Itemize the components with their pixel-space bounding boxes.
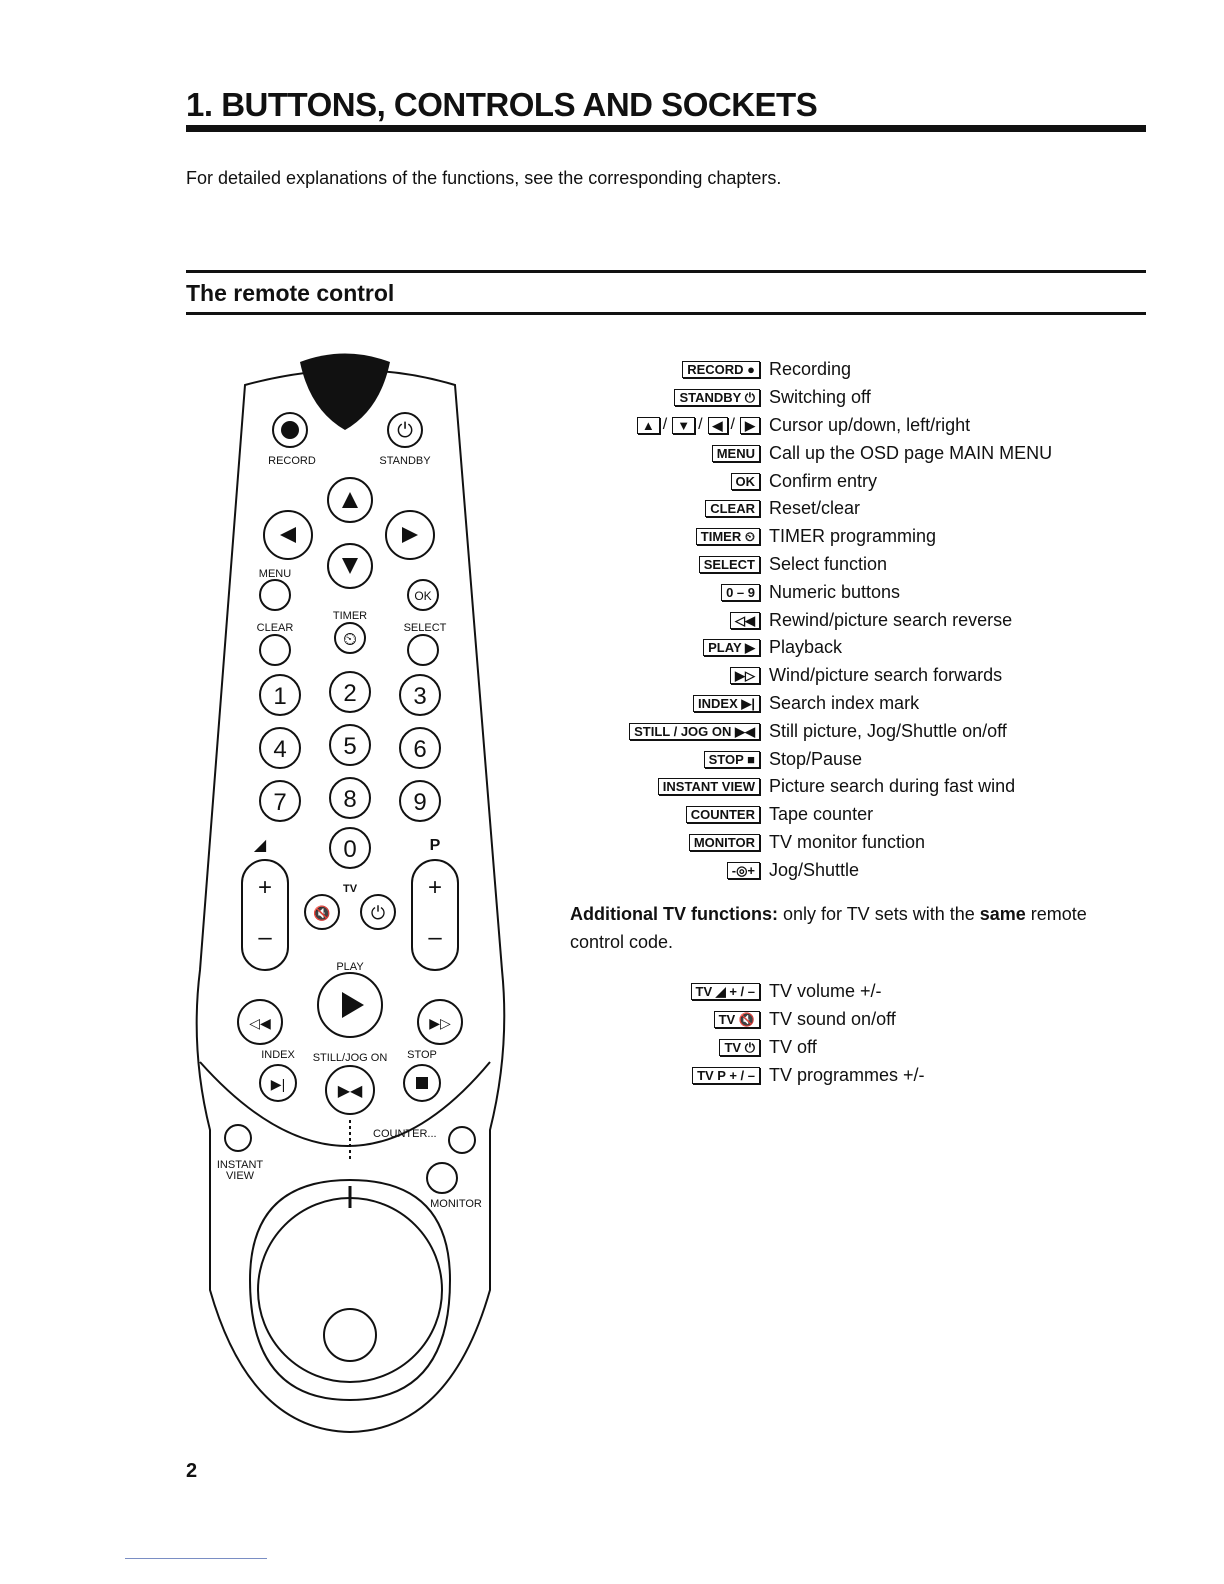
index-icon: ▶| <box>270 1076 286 1092</box>
minus-icon: – <box>258 924 272 951</box>
key-symbol: SELECT <box>699 556 760 573</box>
button-row <box>560 523 1160 551</box>
digit-label: 0 <box>343 836 357 863</box>
button-row <box>560 356 1160 384</box>
digit-label: 4 <box>273 736 287 763</box>
key-symbol: TV ◢ + / – <box>691 983 761 1000</box>
digit-label: 2 <box>343 680 357 707</box>
key-group <box>560 723 760 740</box>
intro-text: For detailed explanations of the functions, see the corresponding chapters. <box>186 168 782 188</box>
button-row <box>560 978 1160 1006</box>
page-title: 1. BUTTONS, CONTROLS AND SOCKETS <box>186 86 818 123</box>
section-rule-top <box>186 270 1146 273</box>
jog-dial-outer <box>250 1180 450 1400</box>
key-description: Playback <box>769 637 843 658</box>
digit-label: 5 <box>343 733 357 760</box>
select-label: SELECT <box>403 622 447 634</box>
key-separator: / <box>662 416 668 434</box>
key-symbol: ▶▷ <box>730 667 760 684</box>
jog-dial-ring <box>258 1198 442 1382</box>
button-row <box>560 717 1160 745</box>
key-description: Reset/clear <box>769 498 861 519</box>
plus-icon: + <box>427 874 443 901</box>
clear-button <box>260 635 290 665</box>
button-row <box>560 412 1160 440</box>
play-icon <box>342 992 364 1018</box>
key-group <box>560 1011 760 1028</box>
menu-label: MENU <box>258 568 292 580</box>
instant-label: INSTANT <box>216 1159 264 1171</box>
key-description: Numeric buttons <box>769 581 901 602</box>
menu-button <box>260 580 290 610</box>
ok-label: OK <box>414 589 432 603</box>
right-arrow-icon <box>402 527 418 543</box>
button-row <box>560 690 1160 718</box>
button-row <box>560 578 1160 606</box>
key-symbol: TIMER ⏲ <box>696 528 760 545</box>
key-symbol: OK <box>731 473 761 490</box>
key-symbol: COUNTER <box>686 806 760 823</box>
key-group <box>560 834 760 851</box>
still-jog-label: STILL/JOG ON <box>312 1052 388 1064</box>
tv-standby-icon: ⏻ <box>370 903 386 923</box>
key-description: Search index mark <box>769 692 920 713</box>
section-rule-bottom <box>186 312 1146 315</box>
key-description: TV programmes +/- <box>769 1064 925 1085</box>
select-button <box>408 635 438 665</box>
button-row <box>560 384 1160 412</box>
key-description: Confirm entry <box>769 470 878 491</box>
clear-label: CLEAR <box>256 622 294 634</box>
key-symbol: TV P + / – <box>692 1067 760 1084</box>
key-description: Recording <box>769 359 852 380</box>
additional-lead: Additional TV functions: <box>570 904 778 924</box>
monitor-button <box>427 1163 457 1193</box>
additional-tv-note <box>570 900 1130 956</box>
key-symbol: ◀ <box>708 417 728 434</box>
stop-label: STOP <box>407 1049 437 1061</box>
key-symbol: ▼ <box>672 417 695 434</box>
key-group <box>560 389 760 406</box>
digit-label: 7 <box>273 789 287 816</box>
volume-icon: ◢ <box>253 837 267 854</box>
key-symbol: ▶ <box>740 417 760 434</box>
additional-text1: only for TV sets with the <box>777 904 980 924</box>
key-group <box>560 361 760 378</box>
key-description: Picture search during fast wind <box>769 776 1016 797</box>
remote-control-illustration <box>190 350 520 1440</box>
key-symbol: MONITOR <box>689 834 760 851</box>
key-group <box>560 445 760 462</box>
rewind-icon: ◁◀ <box>249 1015 271 1031</box>
key-group <box>560 806 760 823</box>
additional-emph: same <box>979 904 1026 924</box>
button-row <box>560 495 1160 523</box>
page-number: 2 <box>186 1460 198 1482</box>
button-row <box>560 856 1160 884</box>
key-symbol: CLEAR <box>705 500 760 517</box>
key-symbol: RECORD ● <box>682 361 760 378</box>
index-label: INDEX <box>261 1049 295 1061</box>
digit-label: 9 <box>413 789 427 816</box>
stop-icon <box>416 1077 428 1089</box>
key-group <box>560 778 760 795</box>
digit-label: 3 <box>413 683 427 710</box>
key-group <box>560 639 760 656</box>
key-symbol: MENU <box>712 445 760 462</box>
standby-icon: ⏻ <box>397 420 413 442</box>
record-icon <box>281 421 299 439</box>
key-description: Switching off <box>769 387 871 408</box>
view-label: VIEW <box>225 1170 255 1182</box>
monitor-label: MONITOR <box>430 1198 482 1210</box>
key-description: Select function <box>769 553 888 574</box>
key-symbol: 0 – 9 <box>721 584 760 601</box>
key-separator: / <box>698 416 703 434</box>
key-description: Call up the OSD page MAIN MENU <box>769 442 1053 463</box>
instant-view-button <box>225 1125 251 1151</box>
key-group <box>560 1067 760 1084</box>
button-row <box>560 745 1160 773</box>
key-description: TV monitor function <box>769 831 926 852</box>
key-separator: / <box>730 416 735 434</box>
key-description: TIMER programming <box>769 526 937 547</box>
key-description: Wind/picture search forwards <box>769 665 1003 686</box>
key-symbol: STOP ■ <box>704 751 760 768</box>
plus-icon: + <box>257 874 273 901</box>
digit-label: 8 <box>343 786 357 813</box>
button-row <box>560 634 1160 662</box>
key-symbol: PLAY ▶ <box>703 639 760 656</box>
button-row <box>560 829 1160 857</box>
key-description: Jog/Shuttle <box>769 859 860 880</box>
button-row <box>560 606 1160 634</box>
additional-text2: remote control code. <box>570 904 1087 952</box>
key-group <box>560 612 760 629</box>
key-description: Tape counter <box>769 804 874 825</box>
key-symbol: STANDBY ⏻ <box>674 389 760 406</box>
button-row <box>560 551 1160 579</box>
jog-dial-center <box>324 1309 376 1361</box>
tv-label: TV <box>342 883 358 895</box>
key-group <box>560 751 760 768</box>
counter-label: COUNTER... <box>373 1128 437 1140</box>
key-description: TV volume +/- <box>769 981 882 1002</box>
key-group <box>560 528 760 545</box>
left-arrow-icon <box>280 527 296 543</box>
play-label: PLAY <box>336 961 364 973</box>
button-row <box>560 1034 1160 1062</box>
key-description: TV sound on/off <box>769 1009 896 1030</box>
button-row <box>560 773 1160 801</box>
key-group <box>560 667 760 684</box>
key-group <box>560 416 760 434</box>
button-row <box>560 1061 1160 1089</box>
key-group <box>560 556 760 573</box>
key-symbol: -◎+ <box>727 862 760 879</box>
key-group <box>560 1039 760 1056</box>
timer-icon: ⏲ <box>342 629 358 649</box>
record-label: RECORD <box>268 455 316 467</box>
button-row <box>560 439 1160 467</box>
key-group <box>560 473 760 490</box>
key-symbol: TV 🔇 <box>714 1011 760 1028</box>
mute-icon: 🔇 <box>313 905 331 921</box>
button-row <box>560 1006 1160 1034</box>
key-group <box>560 862 760 879</box>
numeric-keypad <box>260 672 440 868</box>
minus-icon: – <box>428 924 442 951</box>
ir-window <box>300 354 390 431</box>
key-symbol: INSTANT VIEW <box>658 778 760 795</box>
key-symbol: ◁◀ <box>730 612 760 629</box>
key-group <box>560 695 760 712</box>
section-title: The remote control <box>186 280 395 306</box>
timer-label: TIMER <box>332 610 368 622</box>
key-symbol: INDEX ▶| <box>693 695 760 712</box>
title-rule <box>186 125 1146 132</box>
digit-label: 1 <box>273 683 287 710</box>
button-function-list <box>560 356 1160 884</box>
key-group <box>560 584 760 601</box>
tv-function-list <box>560 978 1160 1089</box>
key-symbol: STILL / JOG ON ▶◀ <box>629 723 760 740</box>
remote-lower-panel <box>200 1062 490 1146</box>
key-group <box>560 500 760 517</box>
p-label: P <box>429 837 441 854</box>
key-description: Cursor up/down, left/right <box>769 414 971 435</box>
key-symbol: TV ⏻ <box>719 1039 760 1056</box>
still-jog-icon: ▶◀ <box>337 1083 363 1100</box>
footer-line <box>125 1558 267 1559</box>
counter-button <box>449 1127 475 1153</box>
button-row <box>560 467 1160 495</box>
key-description: Rewind/picture search reverse <box>769 609 1013 630</box>
key-group <box>560 983 760 1000</box>
digit-label: 6 <box>413 736 427 763</box>
button-row <box>560 662 1160 690</box>
up-arrow-icon <box>342 492 358 508</box>
standby-label: STANDBY <box>379 455 431 467</box>
key-symbol: ▲ <box>637 417 660 434</box>
key-description: TV off <box>769 1036 817 1057</box>
key-description: Still picture, Jog/Shuttle on/off <box>769 720 1007 741</box>
key-description: Stop/Pause <box>769 748 863 769</box>
forward-icon: ▶▷ <box>429 1015 451 1031</box>
button-row <box>560 801 1160 829</box>
down-arrow-icon <box>342 558 358 574</box>
